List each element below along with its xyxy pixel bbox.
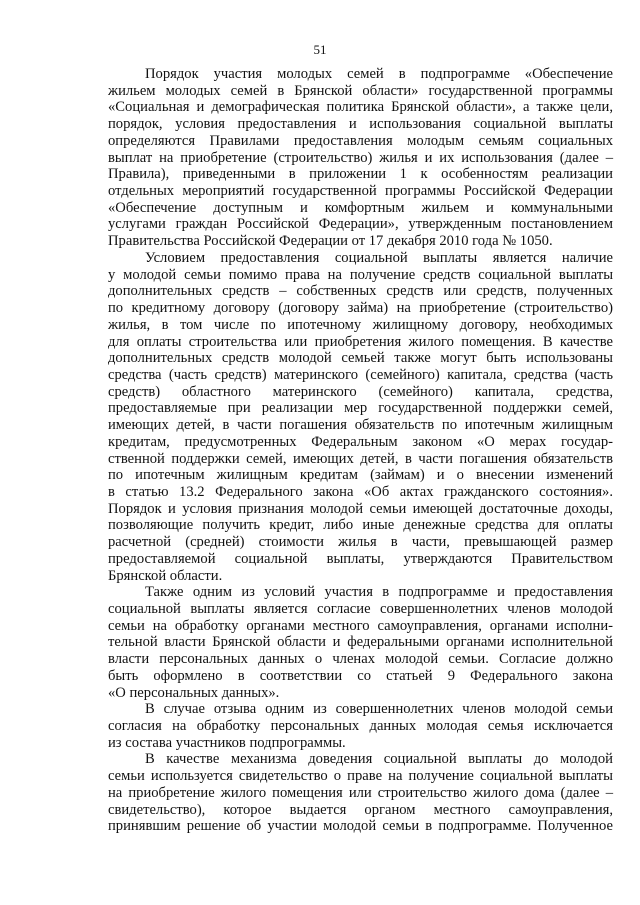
- text-line: порядок, условия предоставления и использования социальной выплаты: [108, 116, 613, 133]
- text-line: позволяющие получить кредит, либо иные денежные средства для оплаты: [108, 517, 613, 534]
- text-line: отдельных мероприятий государственной программы Российской Федерации: [108, 183, 613, 200]
- paragraph-payment-conditions: [108, 250, 613, 584]
- text-line: предоставляемой социальной выплаты, утверждаются Правительством: [108, 550, 613, 567]
- text-line: «Социальная и демографическая политика Брянской области», а также цели,: [108, 99, 613, 116]
- text-line: Правительства Российской Федерации от 17 декабря 2010 года № 1050.: [108, 233, 553, 250]
- text-line: жилья, в том числе по ипотечному жилищному договору, необходимых: [108, 316, 613, 333]
- text-line: «О персональных данных».: [108, 684, 280, 701]
- text-line: выплат на приобретение (строительство) жилья и их использования (далее –: [108, 149, 613, 166]
- text-line: услугами граждан Российской Федерации», утвержденным постановлением: [108, 216, 613, 233]
- paragraph-participation-procedure: [108, 66, 613, 250]
- text-line: расчетной (средней) стоимости жилья в части, превышающей размер: [108, 534, 613, 551]
- paragraph-consent-withdrawal: [108, 701, 613, 751]
- text-line: Условием предоставления социальной выплаты является наличие: [145, 249, 613, 266]
- paragraph-certificate-mechanism: [108, 751, 613, 835]
- text-line: согласия на обработку персональных данных молодая семья исключается: [108, 718, 613, 735]
- text-line: свидетельство), которое выдается органом местного самоуправления,: [108, 801, 613, 818]
- text-line: социальной выплаты является согласие совершеннолетних членов молодой: [108, 601, 613, 617]
- text-line: принявшим решение об участии молодой семьи в подпрограмме. Полученное: [108, 818, 613, 835]
- page-number: 51: [313, 42, 327, 57]
- text-line: власти персональных данных о членах молодой семьи. Согласие должно: [108, 651, 613, 668]
- text-line: В случае отзыва одним из совершеннолетних членов молодой семьи: [145, 701, 613, 718]
- text-line: из состава участников подпрограммы.: [108, 734, 346, 751]
- text-line: семьи используется свидетельство о праве на получение социальной выплаты: [108, 768, 613, 785]
- text-line: Также одним из условий участия в подпрограмме и предоставления: [145, 584, 613, 601]
- text-line: дополнительных средств – собственных средств или средств, полученных: [108, 283, 613, 300]
- text-line: у молодой семьи помимо права на получение средств социальной выплаты: [108, 266, 613, 283]
- text-line: по кредитному договору (договору займа) на приобретение (строительство): [108, 300, 613, 317]
- text-line: «Обеспечение доступным и комфортным жильем и коммунальными: [108, 199, 613, 216]
- text-line: на приобретение жилого помещения или строительство жилого дома (далее –: [108, 784, 613, 801]
- text-line: в статью 13.2 Федерального закона «Об актах гражданского состояния».: [108, 483, 613, 500]
- paragraph-personal-data-consent: [108, 584, 613, 701]
- text-line: тельной власти Брянской области и федеральными органами исполнительной: [108, 634, 613, 651]
- text-line: быть оформлено в соответствии со статьей 9 Федерального закона: [108, 667, 613, 684]
- text-line: определяются Правилами предоставления молодым семьям социальных: [108, 132, 613, 149]
- text-line: В качестве механизма доведения социальной выплаты до молодой: [145, 751, 613, 768]
- text-line: кредитам, предусмотренных Федеральным законом «О мерах государ-: [108, 433, 613, 450]
- text-line: имеющих детей, в части погашения обязательств по ипотечным жилищным: [108, 417, 613, 434]
- text-line: Брянской области.: [108, 567, 223, 584]
- text-line: жильем молодых семей в Брянской области» государственной программы: [108, 82, 613, 99]
- document-body: [108, 66, 613, 835]
- text-line: предоставляемые при реализации мер государственной поддержки семей,: [108, 400, 613, 417]
- text-line: для оплаты строительства или приобретения жилого помещения. В качестве: [108, 333, 613, 350]
- text-line: семьи на обработку органами местного самоуправления, органами исполни-: [108, 617, 613, 634]
- text-line: дополнительных средств молодой семьей также могут быть использованы: [108, 350, 613, 367]
- text-line: по ипотечным жилищным кредитам (займам) и о внесении изменений: [108, 467, 613, 484]
- text-line: Порядок участия молодых семей в подпрограмме «Обеспечение: [145, 66, 613, 82]
- text-line: средств) областного материнского (семейного) капитала, средства,: [108, 383, 613, 400]
- text-line: Правила), приведенными в приложении 1 к особенностям реализации: [108, 166, 613, 183]
- text-line: средства (часть средств) материнского (семейного) капитала, средства (часть: [108, 366, 613, 383]
- text-line: Порядок и условия признания молодой семьи имеющей достаточные доходы,: [108, 500, 613, 517]
- text-line: ственной поддержки семей, имеющих детей, в части погашения обязательств: [108, 450, 613, 467]
